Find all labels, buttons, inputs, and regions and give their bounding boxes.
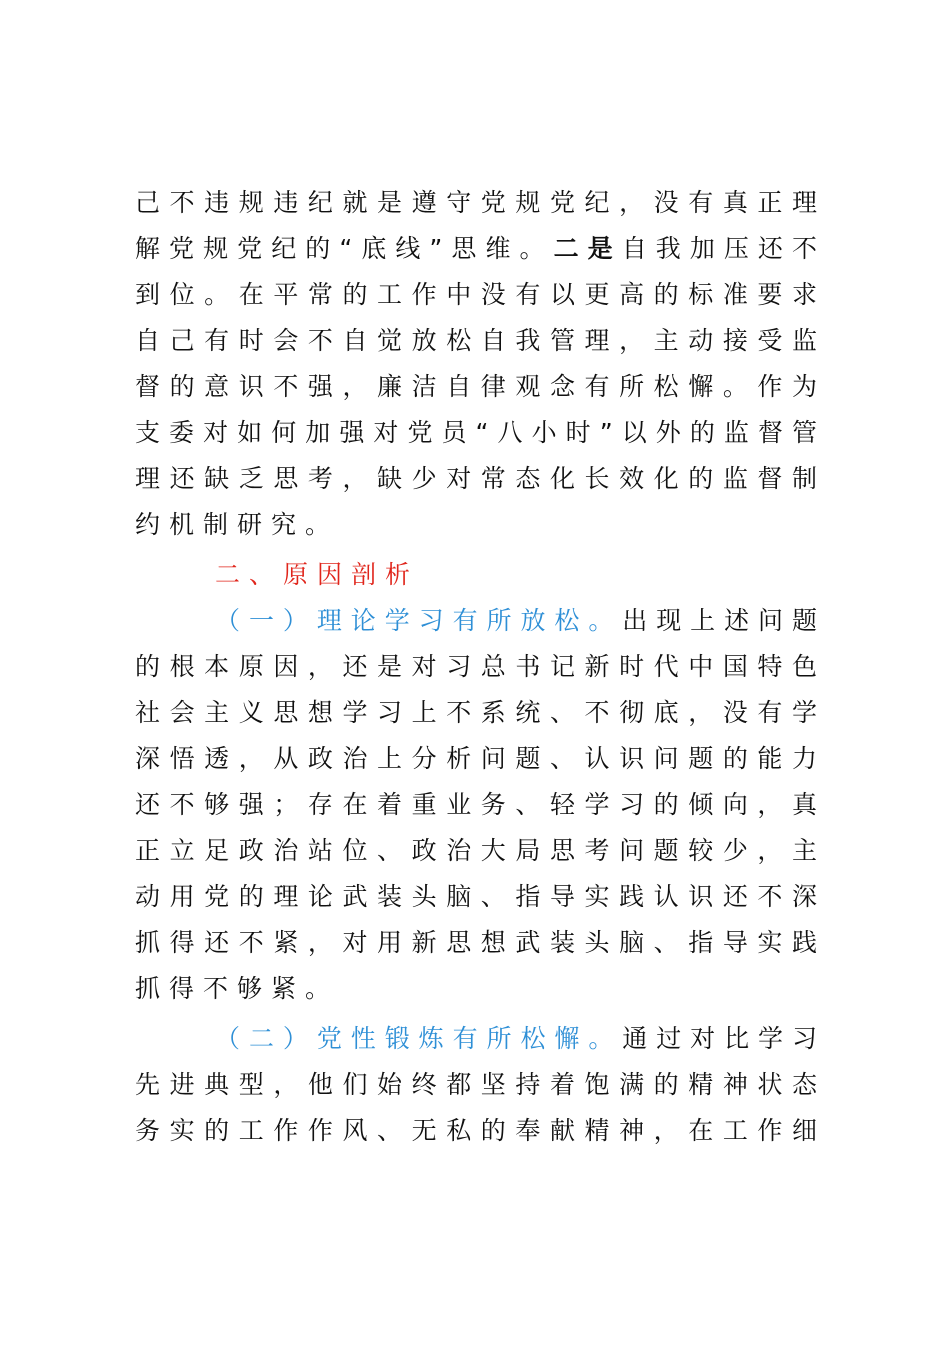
subsection2-first-line: [215, 1016, 817, 1062]
paragraph-text: 解党规党纪的“底线”思维。: [135, 234, 554, 263]
subsection1-title: （一）理论学习有所放松。: [215, 606, 623, 635]
subsection1-line: 深悟透，从政治上分析问题、认识问题的能力: [135, 744, 817, 773]
paragraph-line-7: 理还缺乏思考，缺少对常态化长效化的监督制: [135, 464, 817, 493]
bold-marker: 二是: [553, 234, 622, 263]
subsection2-title: （二）党性锻炼有所松懈。: [215, 1024, 623, 1053]
paragraph-line-6: 支委对如何加强对党员“八小时”以外的监督管: [135, 418, 817, 447]
subsection1-line: 的根本原因，还是对习总书记新时代中国特色: [135, 652, 817, 681]
section-heading: 二、原因剖析: [215, 560, 420, 589]
subsection1-first-line: [215, 598, 817, 644]
paragraph-line-3: 到位。在平常的工作中没有以更高的标准要求: [135, 280, 817, 309]
paragraph-line-8: 约机制研究。: [135, 510, 340, 539]
paragraph-line-2: [135, 226, 817, 272]
subsection1-line: 还不够强；存在着重业务、轻学习的倾向，真: [135, 790, 817, 819]
subsection1-text: 出现上述问题: [622, 606, 817, 635]
paragraph-line-5: 督的意识不强，廉洁自律观念有所松懈。作为: [135, 372, 817, 401]
subsection1-line: 动用党的理论武装头脑、指导实践认识还不深: [135, 882, 817, 911]
subsection1-line: 抓得不够紧。: [135, 974, 340, 1003]
paragraph-text: 自我加压还不: [621, 234, 817, 263]
paragraph-line-4: 自己有时会不自觉放松自我管理，主动接受监: [135, 326, 817, 355]
subsection1-line: 社会主义思想学习上不系统、不彻底，没有学: [135, 698, 817, 727]
subsection2-text: 通过对比学习: [622, 1024, 817, 1053]
subsection2-line: 务实的工作作风、无私的奉献精神，在工作细: [135, 1116, 817, 1145]
subsection2-line: 先进典型，他们始终都坚持着饱满的精神状态: [135, 1070, 817, 1099]
subsection1-line: 抓得还不紧，对用新思想武装头脑、指导实践: [135, 928, 817, 957]
subsection1-line: 正立足政治站位、政治大局思考问题较少，主: [135, 836, 817, 865]
paragraph-line-1: 己不违规违纪就是遵守党规党纪，没有真正理: [135, 188, 817, 217]
